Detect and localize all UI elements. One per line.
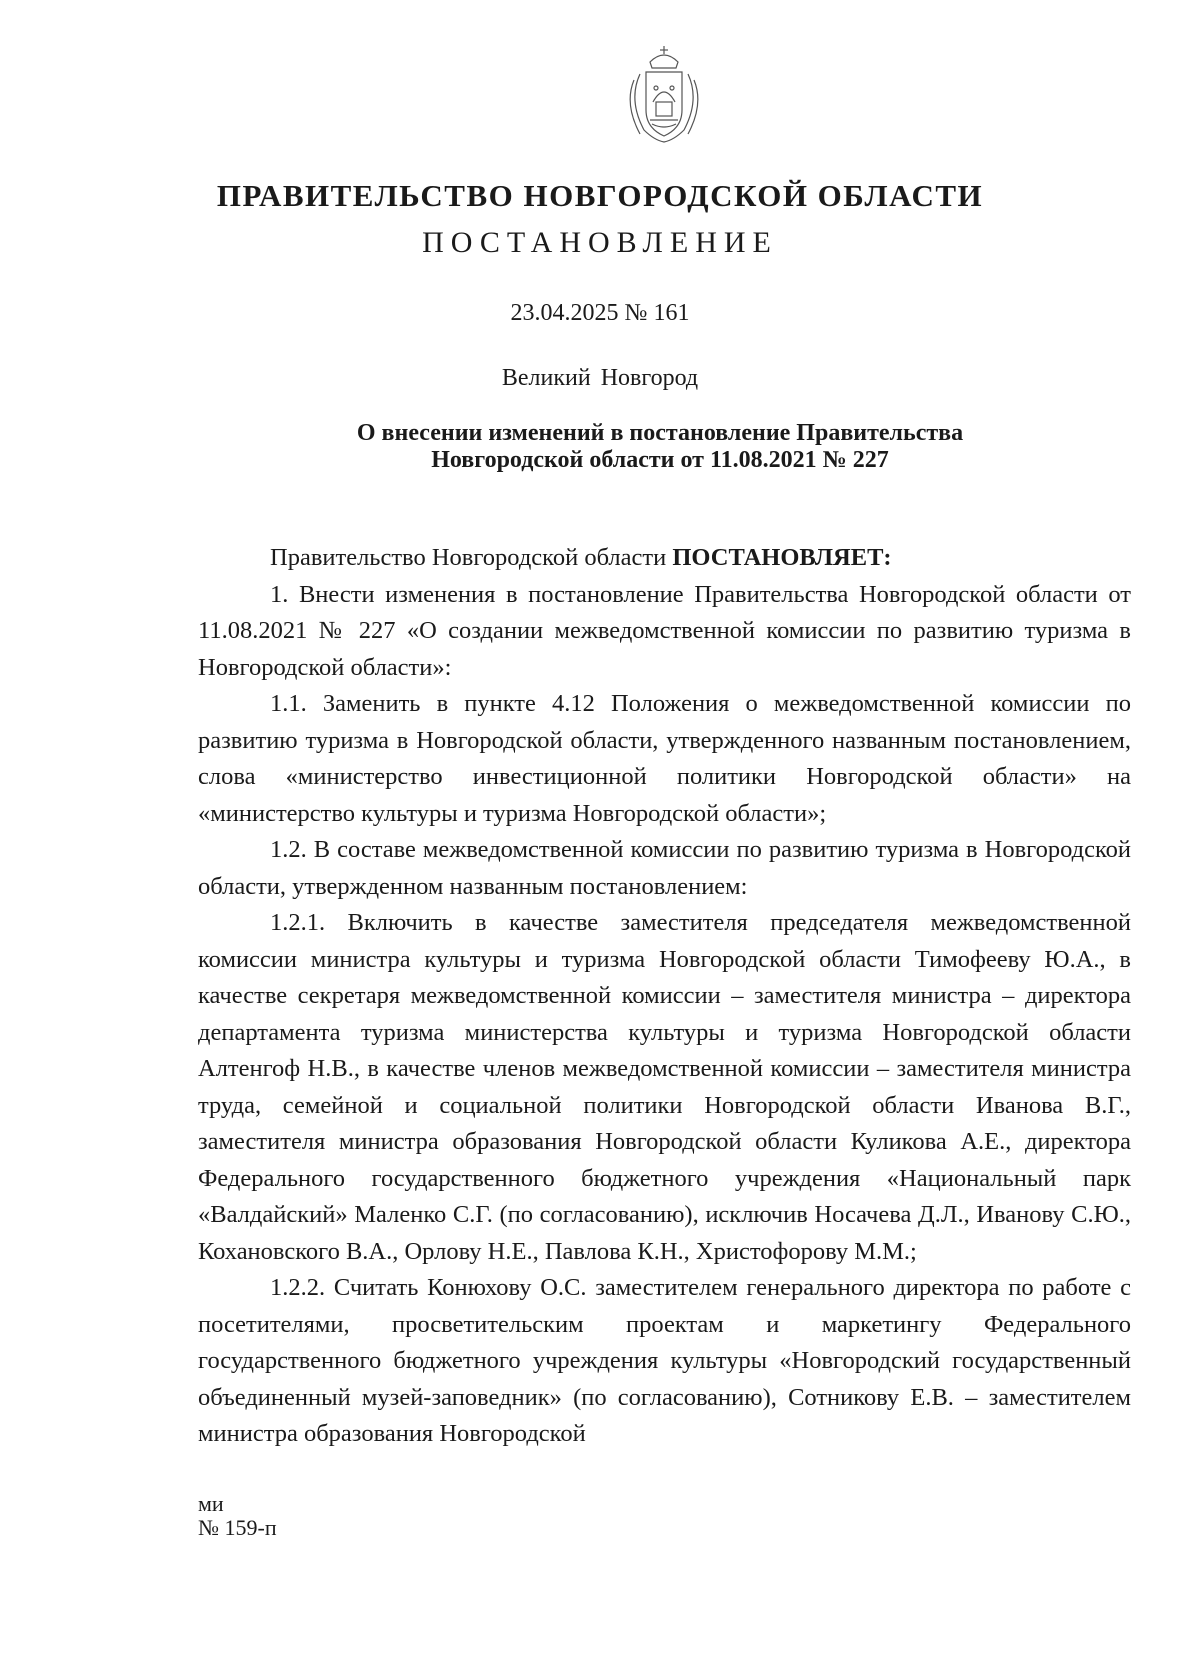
subject-line-1: О внесении изменений в постановление Правительства [356, 420, 964, 446]
preamble-decree: ПОСТАНОВЛЯЕТ: [672, 544, 892, 571]
government-title: ПРАВИТЕЛЬСТВО НОВГОРОДСКОЙ ОБЛАСТИ [216, 178, 984, 213]
paragraph-1-2: 1.2. В составе межведомственной комиссии по развитию туризма в Новгородской области, утвержденном названным постановлением: [198, 836, 1131, 900]
document-type: ПОСТАНОВЛЕНИЕ [422, 226, 778, 259]
document-subject [300, 420, 1020, 474]
footer-code: № 159-п [198, 1515, 277, 1540]
document-date-number: 23.04.2025 № 161 [510, 300, 690, 326]
paragraph-1-2-2: 1.2.2. Считать Конюхову О.С. заместителем генерального директора по работе с посетителями, просветительским проектам и маркетингу Федерального государственного бюджетного учреждения культуры «Новгородский государственный объединенный музей-заповедник» (по согласованию), Сотникову Е.В. – заместителем министра образования Новгородской [198, 1274, 1131, 1447]
document-body [198, 540, 1131, 1453]
paragraph-1-2-1: 1.2.1. Включить в качестве заместителя председателя межведомственной комиссии министра культуры и туризма Новгородской области Тимофееву Ю.А., в качестве секретаря межведомственной комиссии – заместителя министра – директора департамента туризма министерства культуры и туризма Новгородской области Алтенгоф Н.В., в качестве членов межведомственной комиссии – заместителя министра труда, семейной и социальной политики Новгородской области Иванова В.Г., заместителя министра образования Новгородской области Куликова А.Е., директора Федерального государственного бюджетного учреждения «Национальный парк «Валдайский» Маленко С.Г. (по согласованию), исключив Носачева Д.Л., Иванову С.Ю., Кохановского В.А., Орлову Н.Е., Павлова К.Н., Христофорову М.М.; [198, 909, 1131, 1265]
document-city: Великий Новгород [501, 365, 699, 391]
subject-line-2: Новгородской области от 11.08.2021 № 227 [431, 447, 889, 473]
footer-initials: ми [198, 1491, 224, 1516]
footer-registration [198, 1492, 277, 1540]
paragraph-1: 1. Внести изменения в постановление Правительства Новгородской области от 11.08.2021 № 227 «О создании межведомственной комиссии по развитию туризма в Новгородской области»: [198, 580, 1131, 681]
paragraph-1-1: 1.1. Заменить в пункте 4.12 Положения о межведомственной комиссии по развитию туризма в Новгородской области, утвержденного названным постановлением, слова «министерство инвестиционной политики Новгородской области» на «министерство культуры и туризма Новгородской области»; [198, 690, 1131, 827]
preamble [198, 540, 1131, 577]
preamble-text: Правительство Новгородской области [270, 544, 673, 571]
coat-of-arms-icon [620, 40, 708, 150]
